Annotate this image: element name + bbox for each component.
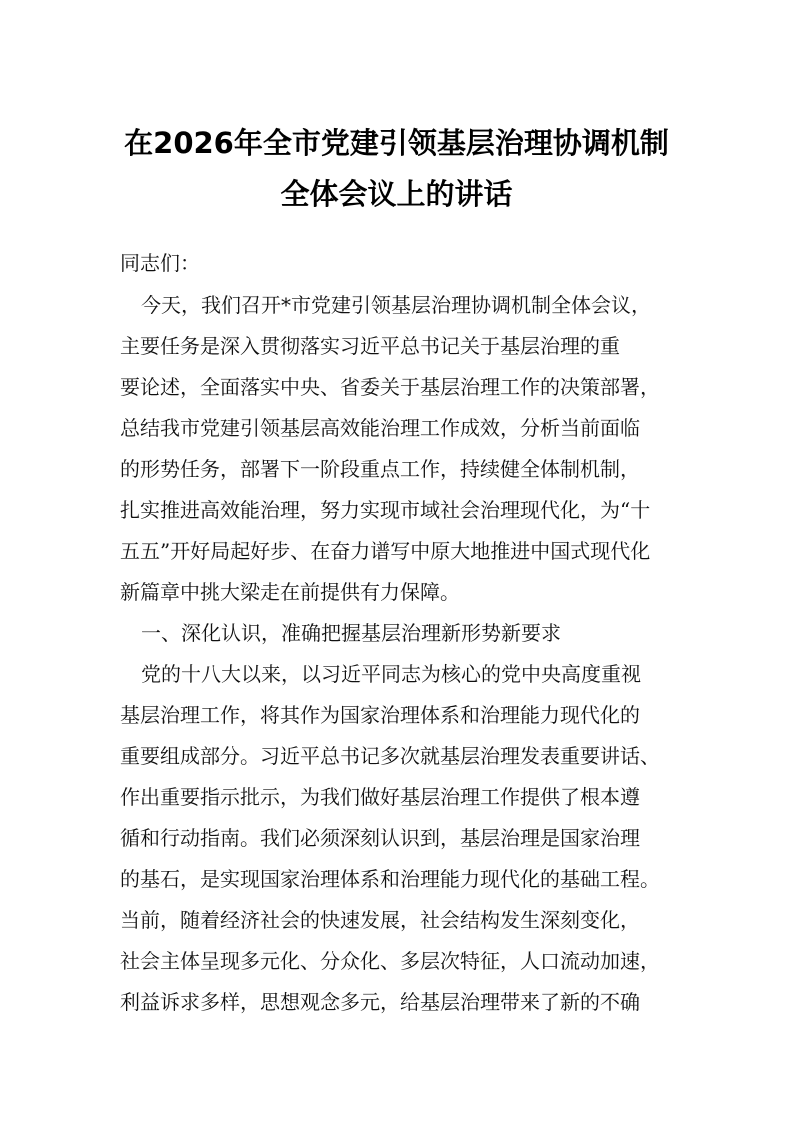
paragraph-line: 基层治理工作，将其作为国家治理体系和治理能力现代化的	[120, 703, 640, 727]
paragraph-line: 五五”开好局起好步、在奋力谱写中原大地推进中国式现代化	[120, 539, 651, 563]
paragraph-line: 重要组成部分。习近平总书记多次就基层治理发表重要讲话、	[120, 744, 660, 768]
salutation: 同志们：	[120, 251, 200, 275]
title-line-1: 在2026年全市党建引领基层治理协调机制	[124, 126, 669, 160]
paragraph-line: 社会主体呈现多元化、分众化、多层次特征，人口流动加速，	[120, 949, 660, 973]
paragraph-line: 的形势任务，部署下一阶段重点工作，持续健全体制机制，	[120, 457, 640, 481]
section-heading: 一、深化认识，准确把握基层治理新形势新要求	[141, 621, 561, 645]
paragraph-line: 党的十八大以来，以习近平同志为核心的党中央高度重视	[141, 662, 641, 686]
paragraph-line: 总结我市党建引领基层高效能治理工作成效，分析当前面临	[120, 416, 640, 440]
paragraph-line: 主要任务是深入贯彻落实习近平总书记关于基层治理的重	[120, 334, 620, 358]
paragraph-line: 作出重要指示批示，为我们做好基层治理工作提供了根本遵	[120, 785, 640, 809]
title-line-2: 全体会议上的讲话	[280, 177, 513, 211]
paragraph-line: 循和行动指南。我们必须深刻认识到，基层治理是国家治理	[120, 826, 640, 850]
paragraph-line: 扎实推进高效能治理，努力实现市域社会治理现代化，为“十	[120, 498, 651, 522]
paragraph-line: 当前，随着经济社会的快速发展，社会结构发生深刻变化，	[120, 908, 640, 932]
paragraph-line: 今天，我们召开*市党建引领基层治理协调机制全体会议，	[141, 293, 651, 317]
paragraph-line: 的基石，是实现国家治理体系和治理能力现代化的基础工程。	[120, 867, 660, 891]
paragraph-line: 利益诉求多样，思想观念多元，给基层治理带来了新的不确	[120, 990, 640, 1014]
paragraph-line: 新篇章中挑大梁走在前提供有力保障。	[120, 580, 460, 604]
paragraph-line: 要论述，全面落实中央、省委关于基层治理工作的决策部署，	[120, 375, 660, 399]
